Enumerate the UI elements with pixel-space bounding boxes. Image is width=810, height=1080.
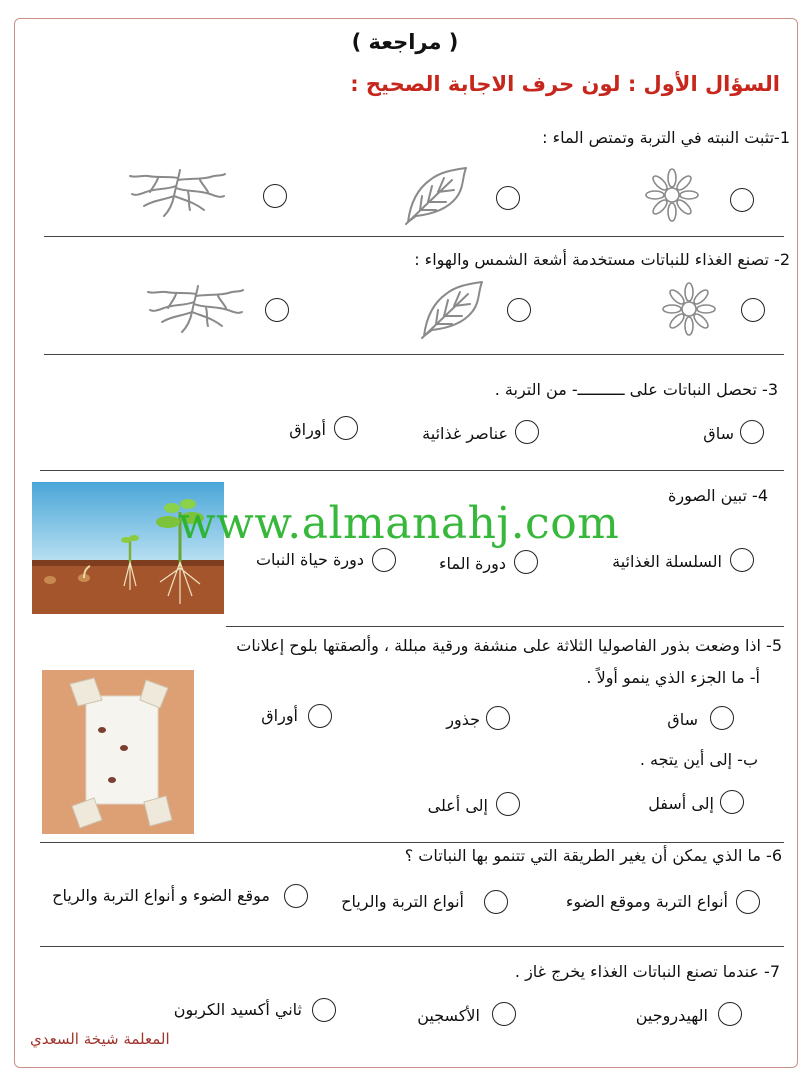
q5a-option-1-circle[interactable] — [710, 706, 734, 730]
divider — [44, 236, 784, 237]
divider — [40, 946, 784, 947]
divider — [40, 470, 784, 471]
question-5-text: 5- اذا وضعت بذور الفاصوليا الثلاثة على منشفة ورقية مبللة ، وألصقتها بلوح إعلانات — [236, 636, 782, 655]
question-1-text: 1-تثبت النبته في التربة وتمتص الماء : — [542, 128, 790, 147]
page-title: ( مراجعة ) — [351, 30, 459, 54]
q7-option-3-circle[interactable] — [312, 998, 336, 1022]
divider — [40, 842, 784, 843]
question-5b-text: ب- إلى أين يتجه . — [639, 750, 758, 769]
q2-option-leaf-circle[interactable] — [507, 298, 531, 322]
q1-option-flower-circle[interactable] — [730, 188, 754, 212]
q3-option-1-label: ساق — [703, 424, 734, 443]
q3-option-3-label: أوراق — [289, 420, 326, 439]
watermark: www.almanahj.com — [178, 498, 620, 549]
flower-icon — [662, 282, 716, 336]
q6-option-1-circle[interactable] — [736, 890, 760, 914]
q4-option-1-label: السلسلة الغذائية — [612, 552, 722, 571]
q7-option-3-label: ثاني أكسيد الكربون — [173, 1000, 302, 1019]
q7-option-1-circle[interactable] — [718, 1002, 742, 1026]
q3-option-2-label: عناصر غذائية — [422, 424, 508, 443]
q4-option-2-circle[interactable] — [514, 550, 538, 574]
q4-option-2-label: دورة الماء — [438, 554, 506, 573]
bean-seeds-image — [42, 670, 194, 834]
q2-option-flower-circle[interactable] — [741, 298, 765, 322]
question-6-text: 6- ما الذي يمكن أن يغير الطريقة التي تتنمو بها النباتات ؟ — [404, 846, 782, 865]
q4-option-1-circle[interactable] — [730, 548, 754, 572]
teacher-name: المعلمة شيخة السعدي — [30, 1030, 170, 1048]
question-5a-text: أ- ما الجزء الذي ينمو أولاً . — [586, 668, 760, 687]
q5a-option-2-circle[interactable] — [486, 706, 510, 730]
q5a-option-3-circle[interactable] — [308, 704, 332, 728]
q5a-option-2-label: جذور — [446, 710, 480, 729]
leaf-icon — [418, 280, 486, 340]
q5b-option-2-circle[interactable] — [496, 792, 520, 816]
q3-option-3-circle[interactable] — [334, 416, 358, 440]
q5a-option-3-label: أوراق — [261, 706, 298, 725]
q1-option-leaf-circle[interactable] — [496, 186, 520, 210]
q3-option-2-circle[interactable] — [515, 420, 539, 444]
question-2-text: 2- تصنع الغذاء للنباتات مستخدمة أشعة الشمس والهواء : — [414, 250, 790, 269]
q4-option-3-label: دورة حياة النبات — [255, 550, 364, 569]
roots-icon — [128, 166, 226, 218]
q2-option-roots-circle[interactable] — [265, 298, 289, 322]
q7-option-2-circle[interactable] — [492, 1002, 516, 1026]
q6-option-2-circle[interactable] — [484, 890, 508, 914]
q5b-option-1-label: إلى أسفل — [648, 794, 714, 813]
q4-option-3-circle[interactable] — [372, 548, 396, 572]
q3-option-1-circle[interactable] — [740, 420, 764, 444]
question-3-text: 3- تحصل النباتات على ــــــــــ- من التربة . — [494, 380, 778, 399]
q5b-option-2-label: إلى أعلى — [427, 796, 488, 815]
q5a-option-1-label: ساق — [667, 710, 698, 729]
divider — [226, 626, 784, 627]
q1-option-roots-circle[interactable] — [263, 184, 287, 208]
roots-icon — [146, 282, 244, 334]
q6-option-1-label: أنواع التربة وموقع الضوء — [565, 892, 728, 911]
section-heading: السؤال الأول : لون حرف الاجابة الصحيح : — [350, 72, 780, 96]
q7-option-2-label: الأكسجين — [417, 1006, 480, 1025]
q6-option-3-circle[interactable] — [284, 884, 308, 908]
flower-icon — [645, 168, 699, 222]
question-7-text: 7- عندما تصنع النباتات الغذاء يخرج غاز . — [514, 962, 780, 981]
q6-option-2-label: أنواع التربة والرياح — [341, 892, 464, 911]
q6-option-3-label: موقع الضوء و أنواع التربة والرياح — [52, 886, 270, 905]
divider — [44, 354, 784, 355]
q7-option-1-label: الهيدروجين — [635, 1006, 708, 1025]
q5b-option-1-circle[interactable] — [720, 790, 744, 814]
question-4-text: 4- تبين الصورة — [668, 486, 768, 505]
leaf-icon — [402, 166, 470, 226]
